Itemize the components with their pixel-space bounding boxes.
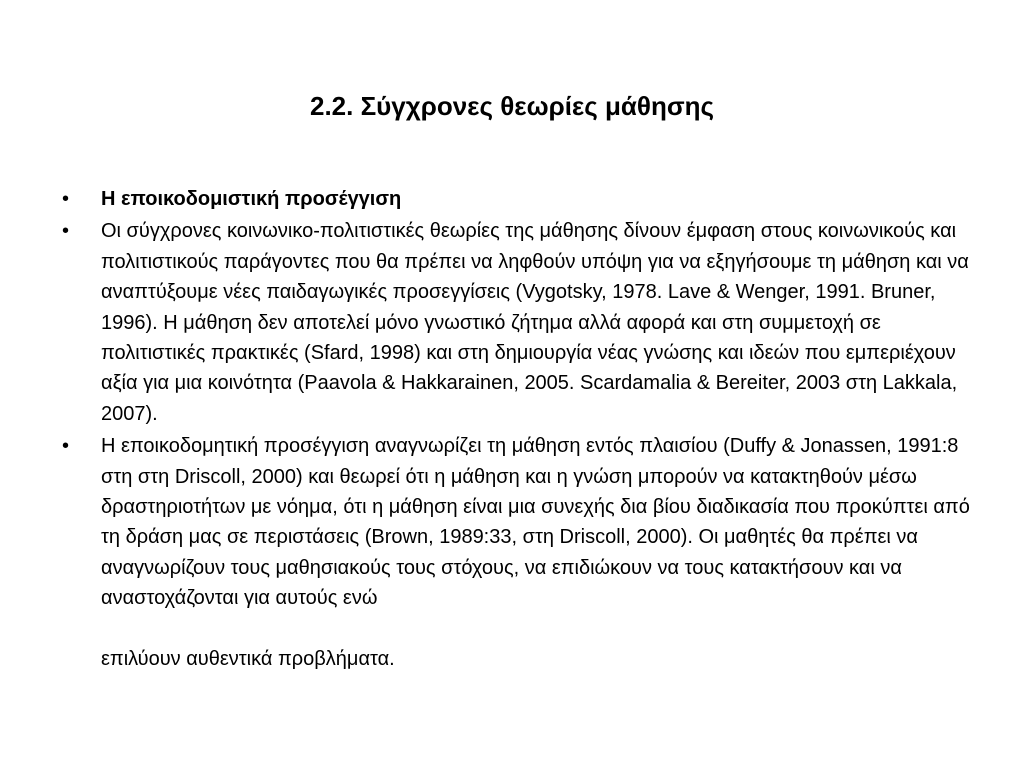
bullet-icon: • [62, 220, 70, 243]
bullet-text: Η εποικοδομιστική προσέγγιση [101, 188, 402, 210]
bullet-text: Οι σύγχρονες κοινωνικο-πολιτιστικές θεωρίες της μάθησης δίνουν έμφαση στους κοινωνικούς και πολιτιστικούς παράγοντες που θα πρέπει να ληφθούν υπόψη για να εξηγήσουμε τη μάθηση και να αναπτύξουμε νέες παιδαγωγικές προσεγγίσεις (Vygotsky, 1978. Lave & Wenger, 1991. Bruner, 1996). Η μάθηση δεν αποτελεί μόνο γνωστικό ζήτημα αλλά αφορά και στη συμμετοχή σε πολιτιστικές πρακτικές (Sfard, 1998) και στη δημιουργία νέας γνώσης και ιδεών που εμπεριέχουν αξία για μια κοινότητα (Paavola & Hakkarainen, 2005. Scardamalia & Bereiter, 2003 στη Lakkala, 2007). [101, 220, 969, 425]
slide-title: 2.2. Σύγχρονες θεωρίες μάθησης [309, 91, 715, 121]
bullet-item-heading [62, 184, 974, 214]
bullet-item-constructivist [62, 431, 974, 674]
bullet-item-sociocultural [62, 216, 974, 429]
bullet-list [62, 184, 974, 676]
bullet-text-continuation: επιλύουν αυθεντικά προβλήματα. [101, 647, 395, 670]
bullet-text: Η εποικοδομητική προσέγγιση αναγνωρίζει τη μάθηση εντός πλαισίου (Duffy & Jonassen, 1991:8 στη στη Driscoll, 2000) και θεωρεί ότι η μάθηση και η γνώση μπορούν να κατακτηθούν μέσω δραστηριοτήτων με νόημα, ότι η μάθηση είναι μια συνεχής δια βίου διαδικασία που προκύπτει από τη δράση μας σε περιστάσεις (Brown, 1989:33, στη Driscoll, 2000). Οι μαθητές θα πρέπει να αναγνωρίζουν τους μαθησιακούς τους στόχους, να επιδιώκουν να τους κατακτήσουν και να αναστοχάζονται για αυτούς ενώ [101, 435, 970, 610]
bullet-icon: • [62, 188, 70, 210]
bullet-icon: • [62, 435, 70, 458]
